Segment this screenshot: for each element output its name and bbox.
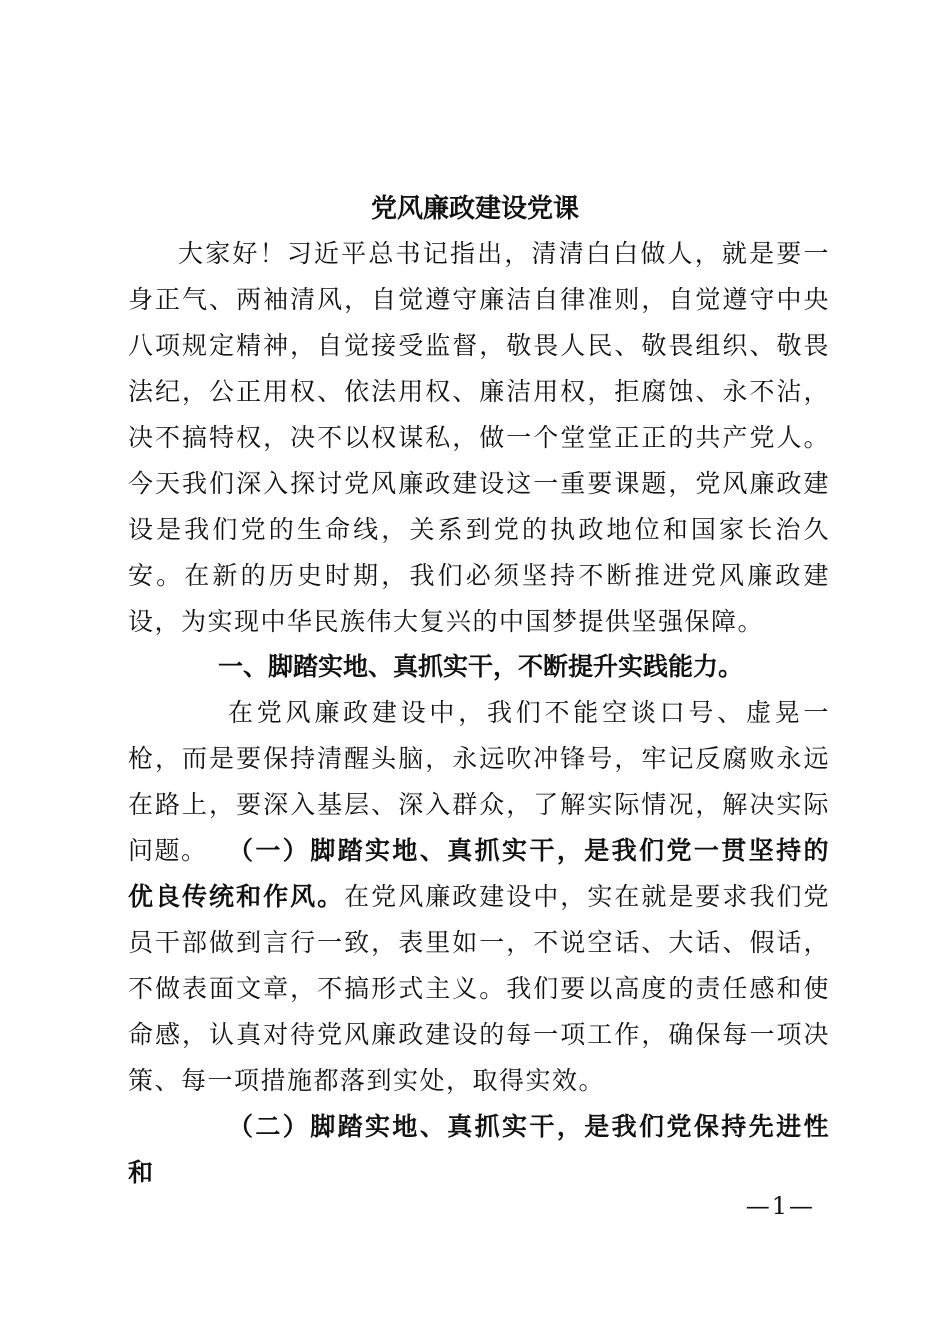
- page-number: —1—: [745, 1192, 815, 1220]
- section-heading-1: 一、脚踏实地、真抓实干，不断提升实践能力。: [218, 652, 744, 681]
- subsection-2-paragraph: [128, 1104, 830, 1196]
- intro-paragraph: 大家好！习近平总书记指出，清清白白做人，就是要一身正气、两袖清风，自觉遵守廉洁自律准则，自觉遵守中央八项规定精神，自觉接受监督，敬畏人民、敬畏组织、敬畏法纪，公正用权、依法用权、廉洁用权，拒腐蚀、永不沾，决不搞特权，决不以权谋私，做一个堂堂正正的共产党人。今天我们深入探讨党风廉政建设这一重要课题，党风廉政建设是我们党的生命线，关系到党的执政地位和国家长治久安。在新的历史时期，我们必须坚持不断推进党风廉政建设，为实现中华民族伟大复兴的中国梦提供坚强保障。: [128, 239, 830, 636]
- subsection-2-heading: （二）脚踏实地、真抓实干，是我们党保持先进性和: [128, 1112, 830, 1187]
- subsection-1-heading: （一）脚踏实地、真抓实干，是我们党一贯坚持的优良传统和作风。: [128, 836, 830, 911]
- subsection-1-paragraph: [128, 828, 830, 1104]
- section-1-intro-paragraph: 在党风廉政建设中，我们不能空谈口号、虚晃一枪，而是要保持清醒头脑，永远吹冲锋号，牢记反腐败永远在路上，要深入基层、深入群众，了解实际情况，解决实际问题。: [128, 698, 830, 865]
- document-title: 党风廉政建设党课: [370, 194, 579, 224]
- subsection-1-body: 在党风廉政建设中，实在就是要求我们党员干部做到言行一致，表里如一，不说空话、大话、假话，不做表面文章，不搞形式主义。我们要以高度的责任感和使命感，认真对待党风廉政建设的每一项工作，确保每一项决策、每一项措施都落到实处，取得实效。: [128, 882, 830, 1095]
